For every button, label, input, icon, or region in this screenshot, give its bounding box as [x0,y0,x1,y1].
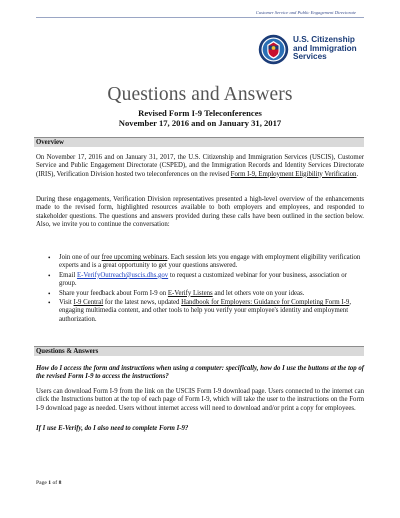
i9-central-link[interactable]: I-9 Central [73,299,104,307]
footer-current-page: 1 [48,480,52,486]
item-text: and let others vote on your ideas. [212,289,305,297]
item-text: , engaging multimedia content, and other tools to help you verify your employee's identity and employment authorization. [59,299,352,323]
dhs-seal-icon [258,34,289,65]
paragraph-text: On November 17, 2016 and on January 31, 2017, the U.S. Citizenship and Immigration Services (USCIS), Customer Service and Public Engagement Directorate (CSPED), and the Immigration Records and Identity Services Directorate (IRIS), Verification Division hosted two teleconferences on the revised [36,154,364,178]
subtitle-line-1: Revised Form I-9 Teleconferences [138,108,262,118]
item-text: Email [59,271,77,279]
item-text: . Each session lets you engage with employment eligibility verification experts and is a great opportunity to get your questions answered. [59,254,361,270]
email-link[interactable]: E-VerifyOutreach@uscis.dhs.gov [76,271,169,279]
header-tagline: Customer Service and Public Engagement Directorate [255,10,356,15]
logo-line-1: U.S. Citizenship [293,35,355,45]
logo-line-3: Services [293,52,327,62]
form-i9-link[interactable]: Form I-9, Employment Eligibility Verification [230,170,357,178]
qa-heading: Questions & Answers [34,346,364,356]
footer-of-label: of [52,480,58,486]
list-item [48,290,364,298]
uscis-logo [258,31,368,67]
footer-page-label: Page [36,480,47,486]
list-item [48,272,364,289]
page-footer [36,480,61,486]
item-text: Share your feedback about Form I-9 on [59,289,168,297]
list-item [48,299,364,324]
logo-wordmark [293,36,357,62]
handbook-link[interactable]: Handbook for Employers: Guidance for Completing Form I-9 [181,299,350,307]
list-item [48,254,364,271]
item-text: to request a customized webinar for your business, association or group. [59,271,347,288]
answer-1: Users can download Form I-9 from the link on the USCIS Form I-9 download page. Users connected to the internet can click the Instructions button at the top of each page of Form I-9, which will take the user to the instructions on the Form I-9 download page as needed. Users without internet access will need to download and/or print a copy for employees. [36,388,364,412]
webinars-link[interactable]: free upcoming webinars [101,254,168,261]
resource-list [48,254,364,325]
paragraph-text: . [356,170,359,178]
item-text: Visit [59,299,74,307]
footer-total-pages: 8 [58,480,62,486]
everify-listens-link[interactable]: E-Verify Listens [167,289,213,297]
item-text: Join one of our [59,254,102,261]
overview-paragraph-1 [36,154,364,179]
overview-heading: Overview [34,137,364,147]
logo-line-2: and Immigration [293,43,357,53]
subtitle-line-2: November 17, 2016 and on January 31, 2017 [118,118,282,129]
document-subtitle [0,108,400,129]
question-1: How do I access the form and instructions when using a computer: specifically, how do I use the buttons at the top of the revised Form I-9 to access the instructions? [36,365,364,381]
overview-paragraph-2: During these engagements, Verification Division representatives presented a high-level overview of the enhancements made to the revised form, highlighted resources available to both employers and employees, and responded to stakeholder questions. The questions and answers provided during these calls have been outlined in the section below. Also, we invite you to continue the conversation: [36,196,364,228]
header-divider [36,17,364,18]
document-title: Questions and Answers [107,84,293,105]
question-2: If I use E-Verify, do I also need to complete Form I-9? [36,425,189,432]
item-text: for the latest news, updated [103,299,182,307]
